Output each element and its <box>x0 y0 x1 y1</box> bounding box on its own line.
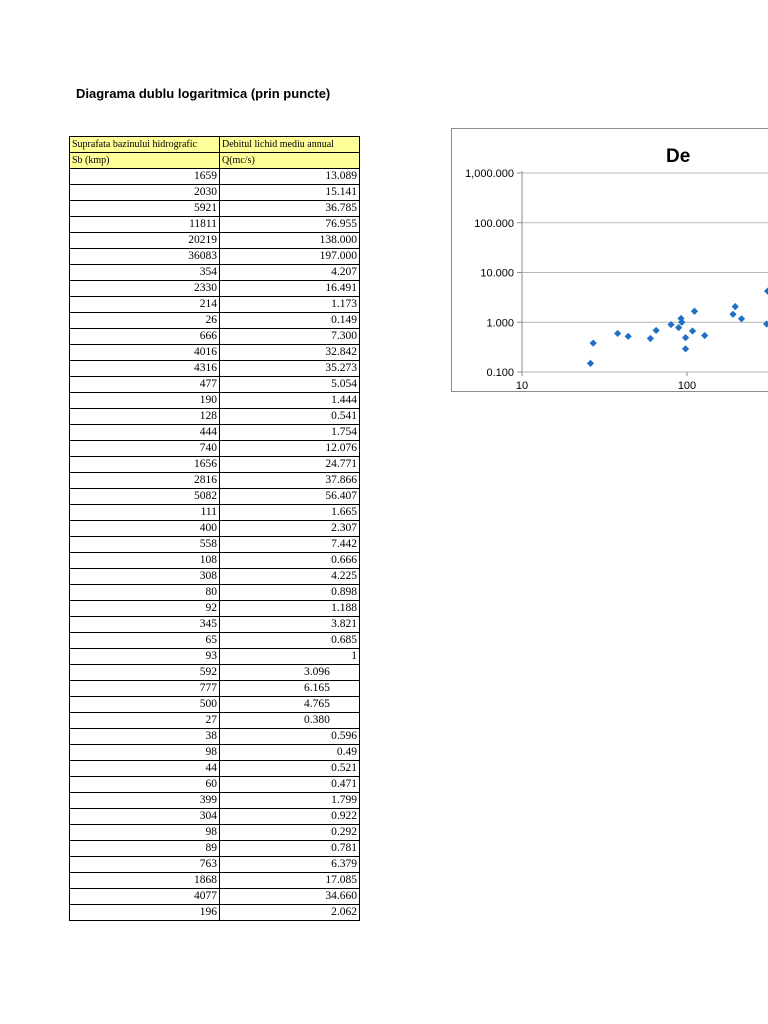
data-point <box>682 345 689 352</box>
y-tick-label: 100.000 <box>474 217 514 230</box>
table-row <box>70 201 360 217</box>
table-row <box>70 521 360 537</box>
table-header-row <box>70 137 360 153</box>
cell-area: 36083 <box>70 249 220 265</box>
cell-flow: 15.141 <box>220 185 360 201</box>
cell-flow: 1.173 <box>220 297 360 313</box>
data-point <box>653 327 660 334</box>
table-row <box>70 313 360 329</box>
y-tick-label: 0.100 <box>486 367 514 379</box>
cell-flow: 0.521 <box>220 761 360 777</box>
table-row <box>70 841 360 857</box>
cell-area: 38 <box>70 729 220 745</box>
cell-flow: 6.379 <box>220 857 360 873</box>
cell-flow: 1.444 <box>220 393 360 409</box>
cell-area: 558 <box>70 537 220 553</box>
data-point <box>625 333 632 340</box>
cell-flow: 4.225 <box>220 569 360 585</box>
table-row <box>70 569 360 585</box>
cell-area: 399 <box>70 793 220 809</box>
cell-area: 345 <box>70 617 220 633</box>
cell-flow: 34.660 <box>220 889 360 905</box>
cell-flow: 1.754 <box>220 425 360 441</box>
page-title: Diagrama dublu logaritmica (prin puncte) <box>76 86 331 101</box>
table-header-row <box>70 153 360 169</box>
header-cell-area: Suprafata bazinului hidrografic <box>70 137 220 153</box>
table-row <box>70 601 360 617</box>
cell-flow: 6.165 <box>220 681 360 697</box>
table-row <box>70 169 360 185</box>
cell-area: 65 <box>70 633 220 649</box>
y-tick-label: 10.000 <box>480 267 514 280</box>
cell-area: 308 <box>70 569 220 585</box>
chart-svg <box>452 129 768 392</box>
table-row <box>70 745 360 761</box>
data-point <box>614 330 621 337</box>
table-row <box>70 393 360 409</box>
table-row <box>70 297 360 313</box>
cell-area: 93 <box>70 649 220 665</box>
table-row <box>70 265 360 281</box>
cell-area: 4077 <box>70 889 220 905</box>
cell-flow: 7.442 <box>220 537 360 553</box>
cell-flow: 0.922 <box>220 809 360 825</box>
table-row <box>70 729 360 745</box>
cell-area: 740 <box>70 441 220 457</box>
cell-flow: 0.49 <box>220 745 360 761</box>
cell-area: 666 <box>70 329 220 345</box>
cell-area: 20219 <box>70 233 220 249</box>
cell-area: 592 <box>70 665 220 681</box>
cell-flow: 24.771 <box>220 457 360 473</box>
cell-area: 2330 <box>70 281 220 297</box>
data-point <box>701 332 708 339</box>
cell-flow: 0.666 <box>220 553 360 569</box>
cell-flow: 2.307 <box>220 521 360 537</box>
cell-flow: 0.380 <box>220 713 360 729</box>
table-row <box>70 889 360 905</box>
data-point <box>763 320 768 327</box>
table-row <box>70 617 360 633</box>
cell-flow: 1.665 <box>220 505 360 521</box>
cell-flow: 2.062 <box>220 905 360 921</box>
cell-flow: 3.096 <box>220 665 360 681</box>
table-row <box>70 281 360 297</box>
table-row <box>70 793 360 809</box>
cell-area: 44 <box>70 761 220 777</box>
data-table <box>69 136 360 921</box>
table-row <box>70 217 360 233</box>
cell-area: 477 <box>70 377 220 393</box>
x-tick-label: 100 <box>677 380 697 392</box>
data-point <box>738 315 745 322</box>
table-row <box>70 409 360 425</box>
header-cell-area: Sb (kmp) <box>70 153 220 169</box>
cell-flow: 7.300 <box>220 329 360 345</box>
table-row <box>70 185 360 201</box>
cell-area: 80 <box>70 585 220 601</box>
cell-flow: 0.471 <box>220 777 360 793</box>
data-point <box>590 340 597 347</box>
cell-area: 400 <box>70 521 220 537</box>
cell-area: 500 <box>70 697 220 713</box>
x-tick-label: 10 <box>515 380 529 392</box>
table-row <box>70 697 360 713</box>
cell-area: 11811 <box>70 217 220 233</box>
cell-area: 4316 <box>70 361 220 377</box>
cell-area: 190 <box>70 393 220 409</box>
cell-flow: 5.054 <box>220 377 360 393</box>
cell-area: 108 <box>70 553 220 569</box>
cell-area: 2816 <box>70 473 220 489</box>
cell-area: 1659 <box>70 169 220 185</box>
cell-area: 89 <box>70 841 220 857</box>
cell-area: 128 <box>70 409 220 425</box>
cell-flow: 3.821 <box>220 617 360 633</box>
y-tick-label: 1,000.000 <box>465 168 514 180</box>
y-tick-label: 1.000 <box>486 317 514 330</box>
cell-flow: 0.781 <box>220 841 360 857</box>
cell-flow: 16.491 <box>220 281 360 297</box>
table-row <box>70 777 360 793</box>
cell-flow: 32.842 <box>220 345 360 361</box>
table-row <box>70 713 360 729</box>
cell-flow: 12.076 <box>220 441 360 457</box>
data-point <box>732 303 739 310</box>
cell-flow: 0.541 <box>220 409 360 425</box>
cell-area: 111 <box>70 505 220 521</box>
cell-area: 4016 <box>70 345 220 361</box>
table-row <box>70 905 360 921</box>
table-row <box>70 857 360 873</box>
table-row <box>70 825 360 841</box>
cell-area: 60 <box>70 777 220 793</box>
cell-flow: 138.000 <box>220 233 360 249</box>
cell-flow: 36.785 <box>220 201 360 217</box>
cell-area: 98 <box>70 825 220 841</box>
header-cell-flow: Q(mc/s) <box>220 153 360 169</box>
cell-area: 196 <box>70 905 220 921</box>
table-row <box>70 585 360 601</box>
data-point <box>764 288 768 295</box>
table-row <box>70 537 360 553</box>
cell-area: 763 <box>70 857 220 873</box>
cell-flow: 17.085 <box>220 873 360 889</box>
table-row <box>70 873 360 889</box>
cell-flow: 1.799 <box>220 793 360 809</box>
data-point <box>689 327 696 334</box>
data-point <box>682 334 689 341</box>
table-row <box>70 457 360 473</box>
cell-area: 214 <box>70 297 220 313</box>
cell-flow: 1 <box>220 649 360 665</box>
table-row <box>70 329 360 345</box>
cell-area: 27 <box>70 713 220 729</box>
cell-flow: 76.955 <box>220 217 360 233</box>
cell-area: 304 <box>70 809 220 825</box>
cell-flow: 0.898 <box>220 585 360 601</box>
cell-flow: 0.685 <box>220 633 360 649</box>
table-row <box>70 345 360 361</box>
cell-area: 444 <box>70 425 220 441</box>
cell-area: 354 <box>70 265 220 281</box>
table-row <box>70 361 360 377</box>
data-point <box>691 308 698 315</box>
cell-area: 1656 <box>70 457 220 473</box>
cell-flow: 56.407 <box>220 489 360 505</box>
cell-flow: 1.188 <box>220 601 360 617</box>
cell-area: 5921 <box>70 201 220 217</box>
table-row <box>70 233 360 249</box>
cell-flow: 37.866 <box>220 473 360 489</box>
chart <box>451 128 768 392</box>
cell-flow: 13.089 <box>220 169 360 185</box>
header-cell-flow: Debitul lichid mediu annual <box>220 137 360 153</box>
cell-flow: 0.596 <box>220 729 360 745</box>
table-row <box>70 489 360 505</box>
table-row <box>70 681 360 697</box>
table-row <box>70 761 360 777</box>
table-row <box>70 649 360 665</box>
chart-title: De <box>666 146 691 167</box>
table-row <box>70 249 360 265</box>
cell-area: 1868 <box>70 873 220 889</box>
table-row <box>70 441 360 457</box>
cell-area: 98 <box>70 745 220 761</box>
table-row <box>70 505 360 521</box>
cell-area: 5082 <box>70 489 220 505</box>
table-row <box>70 633 360 649</box>
table-row <box>70 425 360 441</box>
cell-flow: 4.207 <box>220 265 360 281</box>
table-row <box>70 665 360 681</box>
cell-flow: 35.273 <box>220 361 360 377</box>
cell-area: 92 <box>70 601 220 617</box>
cell-flow: 4.765 <box>220 697 360 713</box>
cell-flow: 197.000 <box>220 249 360 265</box>
data-point <box>647 335 654 342</box>
cell-area: 777 <box>70 681 220 697</box>
table-row <box>70 809 360 825</box>
cell-flow: 0.149 <box>220 313 360 329</box>
table-row <box>70 377 360 393</box>
data-point <box>587 360 594 367</box>
table-row <box>70 473 360 489</box>
table-row <box>70 553 360 569</box>
cell-flow: 0.292 <box>220 825 360 841</box>
cell-area: 26 <box>70 313 220 329</box>
cell-area: 2030 <box>70 185 220 201</box>
data-point <box>729 311 736 318</box>
